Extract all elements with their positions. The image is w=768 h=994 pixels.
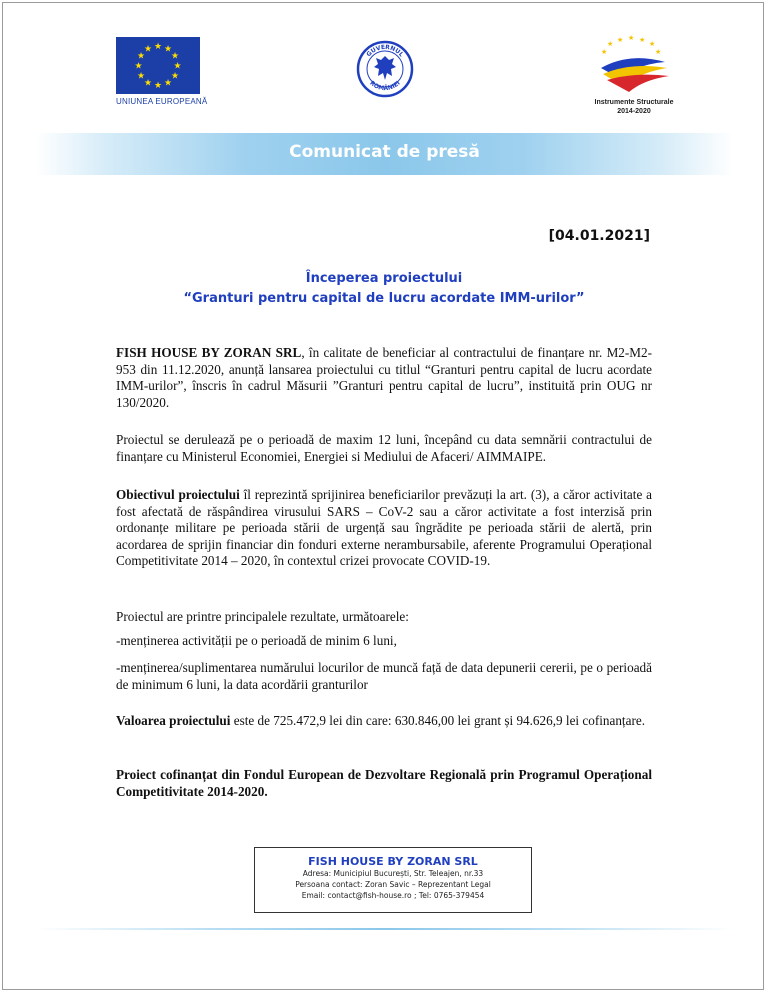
svg-text:★: ★ <box>136 51 146 62</box>
bottom-divider <box>36 928 733 930</box>
release-date: [04.01.2021] <box>548 228 650 244</box>
footer-contact-person: Persoana contact: Zoran Savic – Reprezentant Legal <box>295 880 491 889</box>
government-seal <box>356 40 414 98</box>
svg-text:★: ★ <box>639 36 646 44</box>
svg-text:★: ★ <box>655 48 662 56</box>
svg-text:★: ★ <box>607 40 614 48</box>
press-release-banner <box>36 133 733 175</box>
paragraph-objective <box>116 487 652 570</box>
value-label: Valoarea proiectului <box>116 713 231 728</box>
svg-text:★: ★ <box>153 42 163 52</box>
svg-text:★: ★ <box>649 40 656 48</box>
svg-text:★: ★ <box>628 34 635 42</box>
paragraph-cofinancing: Proiect cofinanțat din Fondul European de Dezvoltare Regională prin Programul Operațional Competitivitate 2014-2020. <box>116 767 652 799</box>
svg-text:★: ★ <box>153 81 163 91</box>
footer-email-phone: Email: contact@fish-house.ro ; Tel: 0765-379454 <box>301 891 485 900</box>
footer-company-name: FISH HOUSE BY ZORAN SRL <box>308 855 478 868</box>
is-caption-line1: Instrumente Structurale <box>594 99 674 106</box>
svg-text:★: ★ <box>134 61 143 72</box>
paragraph-beneficiary <box>116 345 652 411</box>
instrumente-structurale-logo <box>579 34 689 120</box>
svg-text:★: ★ <box>163 44 173 55</box>
eu-stars-circle <box>116 37 200 94</box>
eu-flag-icon <box>116 37 200 94</box>
svg-text:★: ★ <box>170 71 180 82</box>
svg-text:★: ★ <box>163 78 173 89</box>
svg-text:★: ★ <box>617 36 624 44</box>
svg-text:GUVERNUL: GUVERNUL <box>365 43 405 59</box>
svg-text:★: ★ <box>143 78 153 89</box>
coat-of-arms-icon <box>356 40 414 98</box>
svg-text:ROMÂNIEI: ROMÂNIEI <box>368 79 402 93</box>
result-item-jobs: -menținerea/suplimentarea numărului locurilor de muncă față de data depunerii cererii, pe o perioadă de minimum 6 luni, la data acordării granturilor <box>116 660 652 692</box>
result-item-activity: -menținerea activității pe o perioadă de minim 6 luni, <box>116 633 397 648</box>
objective-label: Obiectivul proiectului <box>116 487 240 502</box>
contact-box <box>254 847 532 913</box>
svg-text:★: ★ <box>143 44 153 55</box>
structural-instruments-icon <box>579 34 689 98</box>
paragraph-results-intro: Proiectul are printre principalele rezultate, următoarele: <box>116 609 409 624</box>
project-title-line2: “Granturi pentru capital de lucru acordate IMM-urilor” <box>183 291 585 306</box>
banner-title: Comunicat de presă <box>289 142 480 162</box>
svg-text:★: ★ <box>136 71 146 82</box>
is-caption-line2: 2014-2020 <box>617 108 651 115</box>
company-name: FISH HOUSE BY ZORAN SRL <box>116 345 302 360</box>
paragraph-value-text: este de 725.472,9 lei din care: 630.846,00 lei grant și 94.626,9 lei cofinanțare. <box>230 713 645 728</box>
project-title-line1: Începerea proiectului <box>305 271 463 286</box>
svg-text:★: ★ <box>170 51 180 62</box>
paragraph-beneficiary-text: , în calitate de beneficiar al contractului de finanțare nr. M2-M2-953 din 11.12.2020, anunță lansarea proiectului cu titlul “Granturi pentru capital de lucru acordate IMM-urilor”, înscris în cadrul Măsurii ”Granturi pentru capital de lucru”, instituită prin OUG nr 130/2020. <box>116 345 652 410</box>
paragraph-duration: Proiectul se derulează pe o perioadă de maxim 12 luni, începând cu data semnării contractului de finanțare cu Ministerul Economiei, Energiei si Mediului de Afaceri/ AIMMAIPE. <box>116 432 652 464</box>
eu-caption: UNIUNEA EUROPEANĂ <box>116 97 208 106</box>
footer-address: Adresa: Municipiul București, Str. Teleajen, nr.33 <box>302 869 484 878</box>
svg-text:★: ★ <box>173 61 182 72</box>
paragraph-objective-text: îl reprezintă sprijinirea beneficiarilor prevăzuți la art. (3), a căror activitate a fost afectată de răspândirea virusului SARS – CoV-2 sau a căror activitate a fost interzisă prin ordonanțe militare pe perioada stării de urgență sau îngrădite pe perioada stării de alertă, prin acordarea de sprijin financiar din fonduri externe nerambursabile, aferente Programului Operațional Competitivitate 2014 – 2020, în contextul crizei provocate COVID-19. <box>116 487 652 568</box>
paragraph-value <box>116 713 652 730</box>
is-caption <box>579 98 689 116</box>
eu-logo <box>116 37 208 109</box>
svg-text:★: ★ <box>601 48 608 56</box>
